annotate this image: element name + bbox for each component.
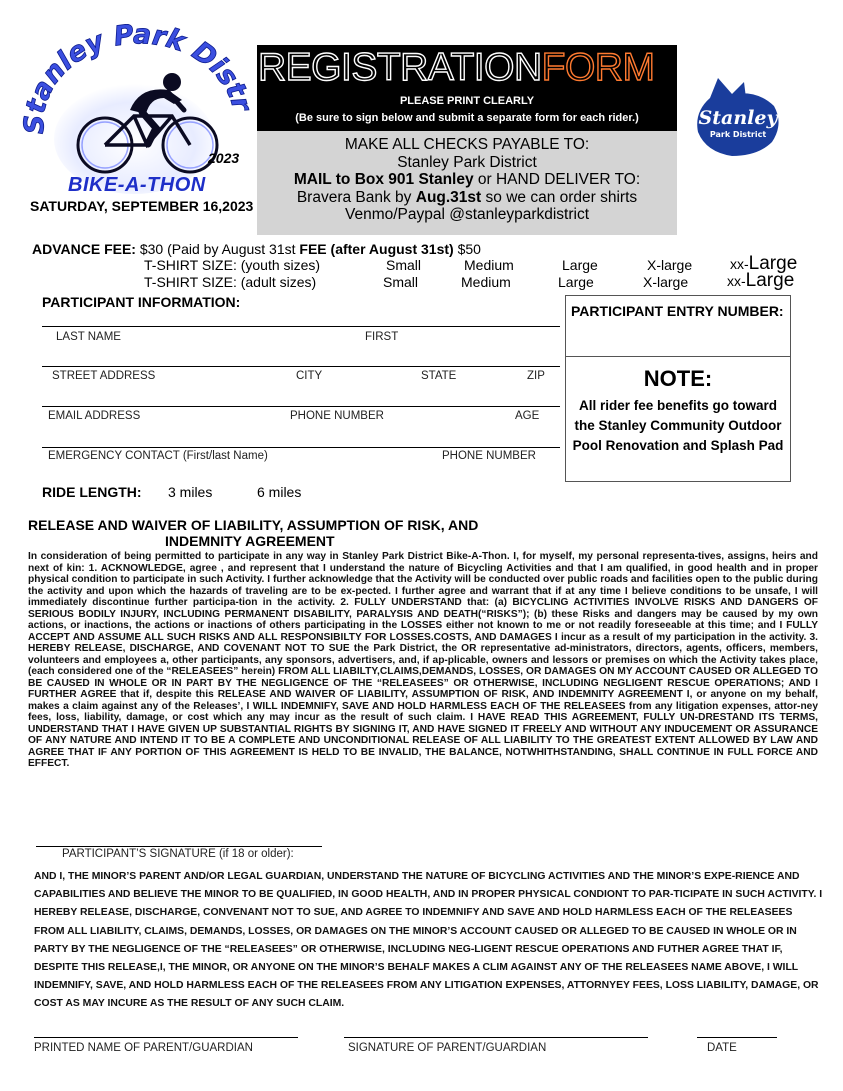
ride-option-3-miles[interactable]: 3 miles — [168, 484, 213, 500]
shirt-adult-xxlarge[interactable] — [727, 270, 794, 292]
deadline-date: Aug.31st — [415, 189, 482, 206]
street-address-label: STREET ADDRESS — [52, 370, 156, 382]
participant-signature-line[interactable] — [36, 846, 322, 847]
printed-name-label: PRINTED NAME OF PARENT/GUARDIAN — [34, 1042, 253, 1054]
shirt-youth-large[interactable]: Large — [562, 257, 598, 273]
shirt-adult-large[interactable]: Large — [558, 274, 594, 290]
release-title: RELEASE AND WAIVER OF LIABILITY, ASSUMPTION OF RISK, AND — [28, 517, 479, 533]
stanley-park-district-emblem — [688, 72, 788, 162]
stanley-logo-sub: Park District — [709, 130, 767, 139]
guardian-agreement-body: AND I, THE MINOR’S PARENT AND/OR LEGAL GUARDIAN, UNDERSTAND THE NATURE OF BICYCLING ACTIVITIES AND THE MINOR’S EXPE-RIENCE AND CAPABILITIES AND BELIEVE THE MINOR TO BE QUALIFIED, IN GOOD HEALTH, AND IN PROPER PHYSICAL CONDIONT TO PAR-TICIPATE IN SUCH ACTIVITY. I HEREBY RELEASE, DISCHARGE, CONVENANT NOT TO SUE, AND AGREE TO INDEMNIFY AND SAVE AND HOLD HARMLESS EACH OF THE RELEASEES FROM ALL LIABILITY, CLAIMS, DEMANDS, LOSSES, OR DAMAGES ON THE MINOR’S ACCOUNT CAUSED OR ALLEGED TO BE CAUSED IN WHOLE OR IN PARTY BY THE NEGLIGENCE OF THE “RELEASEES” OR OTHERWISE, INCLUDING NEG-LIGENT RESCUE OPERATIONS AND FUTHER AGREE THAT IF, DESPITE THIS RELEASE,I, THE MINOR, OR ANYONE ON THE MINOR’S BEHALF MAKES A CLIM AGAINST ANY OF THE RELEASEES NAME ABOVE, I WILL INDEMNIFY, SAVE, AND HOLD HARMLESS EACH OF THE RELEASEES FROM ANY LITIGATION EXPENSES, ATTORNYEY FEES, LOSS LIABILITY, DAMAGE, OR COST AS MAY INCURE AS THE RESULT OF ANY SUCH CLAIM. — [34, 871, 823, 1010]
shirt-adult-small[interactable]: Small — [383, 274, 419, 290]
mail-line — [257, 171, 677, 189]
bird-icon — [688, 72, 788, 162]
print-clearly-note: PLEASE PRINT CLEARLY — [399, 95, 535, 107]
date-line[interactable] — [697, 1037, 777, 1038]
xx-word: Large — [748, 253, 798, 274]
xx-word: Large — [745, 270, 795, 291]
note-title: NOTE: — [643, 366, 713, 391]
shirt-youth-label: T-SHIRT SIZE: (youth sizes) — [144, 257, 321, 273]
printed-name-line[interactable] — [34, 1037, 298, 1038]
deliver-text: or HAND DELIVER TO: — [473, 171, 641, 188]
participant-signature-label: PARTICIPANT’S SIGNATURE (if 18 or older): — [62, 848, 294, 860]
title-registration: REGISTRATION — [258, 46, 542, 89]
venmo-line: Venmo/Paypal @stanleyparkdistrict — [344, 206, 590, 223]
event-date: SATURDAY, SEPTEMBER 16,2023 — [30, 198, 254, 214]
logo-event-name: BIKE-A-THON — [68, 174, 206, 196]
ride-length-label: RIDE LENGTH: — [42, 484, 142, 500]
phone-label: PHONE NUMBER — [290, 410, 384, 422]
title-form: FORM — [541, 46, 655, 89]
logo-arc-text: Stanley Park Distr — [22, 24, 258, 135]
address-fill-line[interactable] — [42, 366, 560, 367]
release-subtitle: INDEMNITY AGREEMENT — [165, 533, 335, 549]
bank-line — [257, 189, 677, 207]
shirt-youth-small[interactable]: Small — [386, 257, 422, 273]
state-label: STATE — [421, 370, 457, 382]
release-body: In consideration of being permitted to participate in any way in Stanley Park District Bike-A-Thon. I, for myself, my personal representa-tives, assigns, heirs and next of kin: 1. ACKNOWLEDGE, agree , and represent that I understand the nature of Bicycling Activities and that I am qualified, in good health and in proper physical condition to participate in such Activity. I further acknowledge that the Activity will be conducted over public roads and facilities open to the public during the activity and upon which the hazards of traveling are to be ex-pected. I further agree and warrant that if at any time I believe conditions to be unsafe, I will immediately discontinue further participa-tion in the activity. 2. FULLY UNDERSTAND that: (a) BICYCLING ACTIVITIES INVOLVE RISKS AND DANGERS OF SERIOUS BODILY INJURY, INCLUDING PERMANENT DISABILITY, PARALYSIS AND DEATH(“RISKS”); (b) these Risks and dangers may be caused by my own actions, or inactions, the actions or inactions of others participating in the LOSSES either not known to me or not readily foreseeable at this time; and I FULLY ACCEPT AND ASSUME ALL SUCH RISKS AND ALL RESPONSIBILTY FOR LOSSES.COSTS, AND DAMAGES I incur as a result of my participation in the activity. 3. HEREBY RELEASE, DISCHARGE, AND COVENANT NOT TO SUE the Park District, the OR representative ad-ministrators, directors, agents, officers, members, volunteers and employees a, other participants, any sponsors, advertisers, and, if ap-plicable, owners and lessors or premises on which the Activity takes place, (each considered one of the “RELEASEES” herein) FROM ALL LIABILTY,CLAIMS,DEMANDS, LOSSES, OR DAMAGES ON MY ACCOUNT CAUSED OR ALLEGED TO BE CAUSED IN WHOLE OR IN PART BY THE NEGLIGENCE OF THE “RELEASEES” OR OTHERWISE, INCLUDING NEGLIGENT RESCUE OPERATIONS; AND I FURTHER AGREE that if, despite this RELEASE AND WAIVER OF LIABILITY, ASSUMPTION OF RISK, AND INDEMNITY AGREEMENT I, or anyone on my behalf, makes a claim against any of the Releases’, I WILL INDEMNIFY, SAVE AND HOLD HARMLESS EACH OF THE RELEASEES from any litigation expenses, attor-ney fees, loss, liability, damage, or cost which any may incur as the result of such claim. I HAVE READ THIS AGREEMENT, FULLY UN-DRESTAND ITS TERMS, UNDERSTAND THAT I HAVE GIVEN UP SUBSTANTIAL RIGHTS BY SIGNING IT, AND HAVE SIGNED IT FREELY AND WITHOUT ANY INDUCEMENT OR ASSURANCE OF ANY NATURE AND INTEND IT TO BE A COMPLETE AND UNCONDITIONAL RELEASE OF ALL LIABILITY TO THE GREATEST EXTENT ALLOWED BY LAW AND AGREE THAT IF ANY PORTION OF THIS AGREEMENT IS HELD TO BE INVALID, THE BALANCE, NOTWHITHSTANDING, SHALL CONTINUE IN FULL FORCE AND EFFECT. — [28, 551, 818, 769]
emergency-phone-label: PHONE NUMBER — [442, 450, 536, 462]
ride-option-6-miles[interactable]: 6 miles — [257, 484, 302, 500]
contact-fill-line[interactable] — [42, 406, 560, 407]
shirt-adult-medium[interactable]: Medium — [461, 274, 511, 290]
shirt-adult-label: T-SHIRT SIZE: (adult sizes) — [144, 274, 317, 290]
payable-to-line: MAKE ALL CHECKS PAYABLE TO: — [344, 136, 590, 153]
emergency-contact-label: EMERGENCY CONTACT (First/last Name) — [48, 450, 268, 462]
mail-address: MAIL to Box 901 Stanley — [293, 171, 474, 188]
city-label: CITY — [296, 370, 323, 382]
participant-info-heading: PARTICIPANT INFORMATION: — [42, 294, 241, 310]
stanley-logo-name: Stanley — [698, 107, 778, 129]
logo-year: 2023 — [208, 150, 240, 166]
advance-fee-label: ADVANCE FEE: — [32, 241, 136, 257]
shirts-text: so we can order shirts — [481, 189, 638, 206]
last-name-label: LAST NAME — [56, 331, 121, 343]
parent-signature-label: SIGNATURE OF PARENT/GUARDIAN — [348, 1042, 547, 1054]
bank-text: Bravera Bank by — [296, 189, 416, 206]
xx-prefix: xx- — [730, 256, 749, 272]
parent-signature-line[interactable] — [344, 1037, 648, 1038]
zip-label: ZIP — [527, 370, 545, 382]
emergency-fill-line[interactable] — [42, 447, 560, 448]
advance-fee-text: $30 (Paid by August 31st — [135, 241, 300, 257]
fee-line — [32, 241, 481, 257]
shirt-youth-xlarge[interactable]: X-large — [647, 257, 693, 273]
shirt-youth-medium[interactable]: Medium — [464, 257, 514, 273]
late-fee-label: FEE (after August 31st) — [299, 241, 454, 257]
note-text: All rider fee benefits go toward the Stanley Community Outdoor Pool Renovation and Splash Pad — [572, 398, 784, 453]
late-fee-text: $50 — [453, 241, 481, 257]
xx-prefix: xx- — [727, 273, 746, 289]
shirt-adult-xlarge[interactable]: X-large — [643, 274, 689, 290]
payee-line: Stanley Park District — [397, 154, 537, 171]
email-label: EMAIL ADDRESS — [48, 410, 141, 422]
age-label: AGE — [515, 410, 540, 422]
name-fill-line[interactable] — [42, 326, 560, 327]
form-title — [258, 47, 678, 89]
first-name-label: FIRST — [365, 331, 399, 343]
sign-below-note: (Be sure to sign below and submit a separate form for each rider.) — [295, 112, 639, 124]
date-label: DATE — [707, 1042, 737, 1054]
entry-number-label: PARTICIPANT ENTRY NUMBER: — [571, 303, 784, 319]
